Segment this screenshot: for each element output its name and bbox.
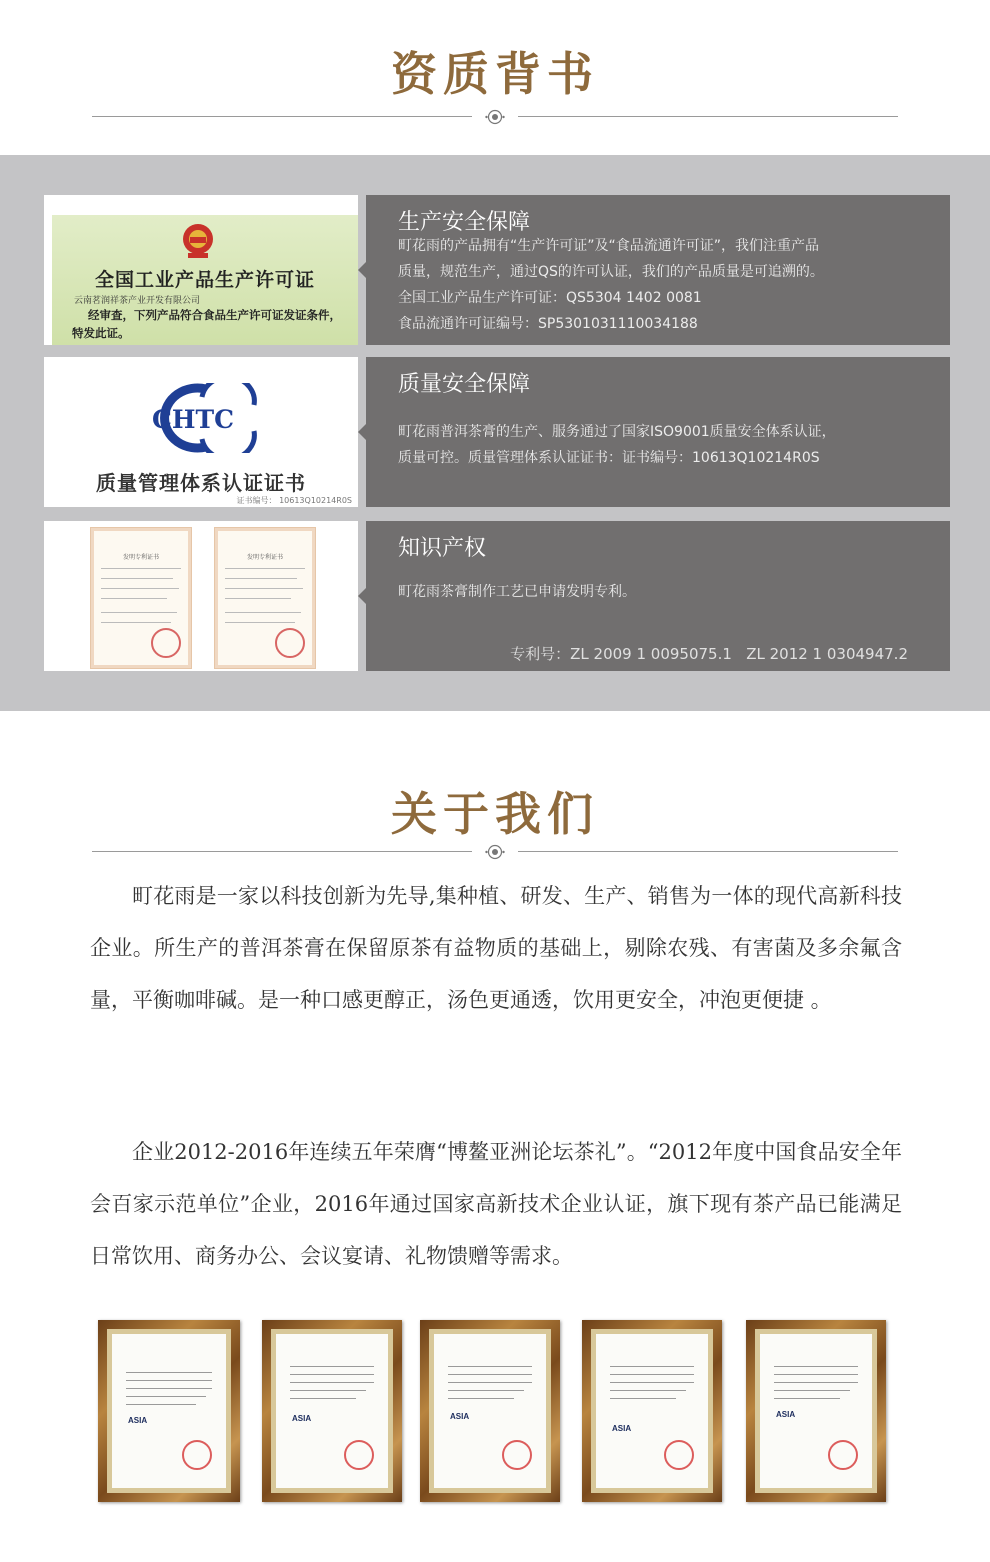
title-divider — [92, 107, 898, 127]
boao-asia-logo: ASIA — [292, 1414, 312, 1423]
production-line-1: 町花雨的产品拥有“生产许可证”及“食品流通许可证”，我们注重产品 — [398, 238, 820, 254]
about-paragraph-1: 町花雨是一家以科技创新为先导,集种植、研发、生产、销售为一体的现代高新科技企业。所生产的普洱茶膏在保留原茶有益物质的基础上，剔除农残、有害菌及多余氟含量，平衡咖啡碱。是一种口感更醇正，汤色更通透，饮用更安全，冲泡更便捷 。 — [90, 884, 902, 1012]
license-paper — [52, 215, 358, 345]
quality-info-panel — [366, 357, 950, 507]
quality-line-2: 质量可控。质量管理体系认证证书：证书编号：10613Q10214R0S — [398, 450, 820, 466]
divider-line-right — [518, 851, 898, 852]
panel-arrow — [358, 262, 366, 278]
patent-certificates-image — [44, 521, 358, 671]
chtc-logo-text: CHTC — [152, 405, 235, 434]
ip-text — [398, 579, 920, 605]
red-seal-icon — [182, 1440, 212, 1470]
certification-band — [0, 155, 990, 711]
divider-line-left — [92, 851, 472, 852]
quality-text — [398, 419, 920, 471]
red-seal-icon — [151, 628, 181, 658]
red-seal-icon — [275, 628, 305, 658]
quality-line-1: 町花雨普洱茶膏的生产、服务通过了国家ISO9001质量安全体系认证， — [398, 424, 836, 440]
cert-row-production — [44, 195, 950, 345]
boao-asia-logo: ASIA — [612, 1424, 632, 1433]
patent-doc-1-title: 发明专利证书 — [122, 554, 159, 561]
production-heading: 生产安全保障 — [398, 210, 531, 235]
quality-cert-number: 证书编号： 10613Q10214R0S — [236, 496, 352, 505]
production-line-3: 全国工业产品生产许可证：QS5304 1402 0081 — [398, 290, 702, 306]
ornament-icon — [485, 842, 505, 862]
framed-certificate-1 — [98, 1320, 240, 1502]
license-text-1: 经审查，下列产品符合食品生产许可证发证条件， — [88, 308, 341, 322]
production-line-4: 食品流通许可证编号：SP5301031110034188 — [398, 316, 698, 332]
boao-asia-logo: ASIA — [450, 1412, 470, 1421]
ip-info-panel — [366, 521, 950, 671]
divider-line-left — [92, 116, 472, 117]
framed-certificate-5 — [746, 1320, 886, 1502]
production-text — [398, 233, 920, 337]
patent-doc-2-title: 发明专利证书 — [246, 554, 283, 561]
quality-certificate-image — [44, 357, 358, 507]
cert-row-quality — [44, 357, 950, 507]
ip-heading: 知识产权 — [398, 536, 487, 561]
panel-arrow — [358, 588, 366, 604]
red-seal-icon — [344, 1440, 374, 1470]
patent-doc-2 — [214, 527, 316, 669]
production-info-panel — [366, 195, 950, 345]
about-paragraph-2: 企业2012-2016年连续五年荣膺“博鳌亚洲论坛茶礼”。“2012年度中国食品安全年会百家示范单位”企业，2016年通过国家高新技术企业认证，旗下现有茶产品已能满足日常饮用、商务办公、会议宴请、礼物馈赠等需求。 — [90, 1140, 902, 1268]
license-company: 云南茗润祥茶产业开发有限公司 — [74, 296, 201, 306]
boao-asia-logo: ASIA — [128, 1416, 148, 1425]
cert-row-ip — [44, 521, 950, 671]
boao-asia-logo: ASIA — [776, 1410, 796, 1419]
production-line-2: 质量，规范生产，通过QS的许可认证，我们的产品质量是可追溯的。 — [398, 264, 824, 280]
red-seal-icon — [828, 1440, 858, 1470]
production-license-image — [44, 195, 358, 345]
quality-cert-title: 质量管理体系认证证书 — [96, 471, 306, 495]
qualification-title: 资质背书 — [391, 47, 599, 101]
divider-line-right — [518, 116, 898, 117]
framed-certificate-2 — [262, 1320, 402, 1502]
red-seal-icon — [502, 1440, 532, 1470]
red-seal-icon — [664, 1440, 694, 1470]
ip-line-1: 町花雨茶膏制作工艺已申请发明专利。 — [398, 584, 636, 600]
ornament-icon — [485, 107, 505, 127]
panel-arrow — [358, 424, 366, 440]
patent-doc-1 — [90, 527, 192, 669]
license-text-2: 特发此证。 — [72, 326, 130, 340]
patent-numbers: 专利号：ZL 2009 1 0095075.1 ZL 2012 1 0304947.2 — [510, 645, 908, 663]
framed-certificate-4 — [582, 1320, 722, 1502]
quality-heading: 质量安全保障 — [398, 372, 531, 397]
about-divider — [92, 842, 898, 862]
framed-certificate-3 — [420, 1320, 560, 1502]
license-title: 全国工业产品生产许可证 — [94, 269, 315, 291]
national-emblem-icon — [176, 221, 220, 261]
about-title: 关于我们 — [391, 787, 599, 841]
